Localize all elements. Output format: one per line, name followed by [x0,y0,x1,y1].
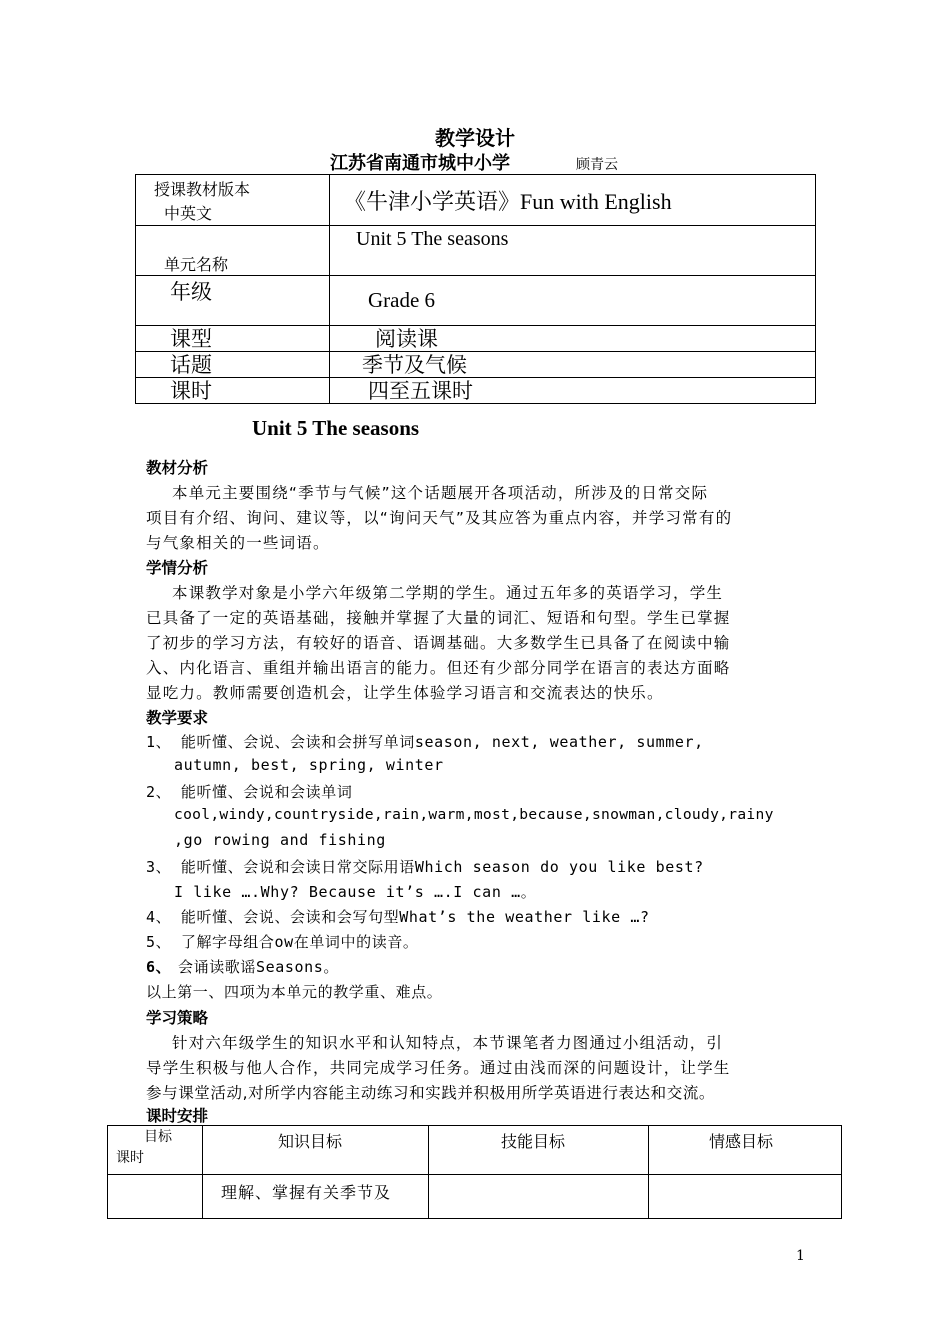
requirement-note: 以上第一、四项为本单元的教学重、难点。 [146,983,443,1001]
section-heading-requirements: 教学要求 [146,709,209,727]
paragraph-line: 与气象相关的一些词语。 [146,534,330,552]
column-header-emotion: 情感目标 [709,1132,774,1151]
info-label-unit: 单元名称 [164,255,229,274]
requirement-item-6: 会诵读歌谣Seasons。 [178,958,340,976]
paragraph-line: 本课教学对象是小学六年级第二学期的学生。通过五年多的英语学习，学生 [172,584,724,602]
info-label-type: 课型 [170,327,212,351]
paragraph-line: 显吃力。教师需要创造机会，让学生体验学习语言和交流表达的快乐。 [146,684,664,702]
requirement-item-2-words: cool,windy,countryside,rain,warm,most,because,snowman,cloudy,rainy [174,806,774,823]
page-number: 1 [796,1248,805,1264]
info-label-periods: 课时 [170,379,212,403]
section-heading-strategy: 学习策略 [146,1009,209,1027]
info-label-textbook: 授课教材版本 [154,180,251,199]
info-value-cell [330,175,816,226]
course-info-table [135,174,816,404]
requirement-item-1-cont: autumn, best, spring, winter [174,756,444,774]
requirement-item-2-cont: ,go rowing and fishing [174,831,386,849]
info-row-type [136,326,816,352]
paragraph-line: 入、内化语言、重组并输出语言的能力。但还有少部分同学在语言的表达方面略 [146,659,731,677]
info-value-grade: Grade 6 [368,288,436,312]
info-row-textbook [136,175,816,226]
schedule-corner-cell [108,1126,203,1175]
paragraph-line: 了初步的学习方法，有较好的语音、语调基础。大多数学生已具备了在阅读中输 [146,634,731,652]
section-heading-students: 学情分析 [146,559,209,577]
paragraph-line: 参与课堂活动,对所学内容能主动练习和实践并积极用所学英语进行表达和交流。 [146,1084,716,1102]
info-label-language: 中英文 [164,204,213,223]
corner-label-period: 课时 [116,1150,144,1166]
info-row-periods [136,378,816,404]
column-header-skills: 技能目标 [501,1132,566,1151]
section-heading-material: 教材分析 [146,459,209,477]
info-value-type: 阅读课 [375,327,438,351]
corner-label-goal: 目标 [144,1129,172,1145]
info-value-periods: 四至五课时 [368,379,473,403]
requirement-item-2: 2、 能听懂、会说和会读单词 [146,783,353,801]
requirement-item-6-number: 6、 [146,958,172,976]
schedule-table [107,1125,842,1219]
section-heading-schedule: 课时安排 [146,1107,209,1125]
row1-knowledge-goal: 理解、掌握有关季节及 [221,1183,392,1202]
requirement-item-3-cont: I like ….Why? Because it’s ….I can …。 [174,883,537,901]
info-row-grade [136,276,816,326]
info-row-unit [136,226,816,276]
paragraph-line: 项目有介绍、询问、建议等，以“询问天气”及其应答为重点内容，并学习常有的 [146,509,733,527]
requirement-item-4: 4、 能听懂、会说、会读和会写句型What’s the weather like …? [146,908,650,926]
info-label-cell [136,175,330,226]
author-name: 顾青云 [576,157,618,173]
info-value-unit: Unit 5 The seasons [356,228,509,250]
requirement-item-1: 1、 能听懂、会说、会读和会拼写单词season, next, weather, summer, [146,733,704,751]
schedule-row [108,1175,842,1219]
paragraph-line: 导学生积极与他人合作，共同完成学习任务。通过由浅而深的问题设计，让学生 [146,1059,731,1077]
unit-heading: Unit 5 The seasons [252,416,420,440]
requirement-item-3: 3、 能听懂、会说和会读日常交际用语Which season do you like best? [146,858,704,876]
info-label-grade: 年级 [170,280,212,304]
paragraph-line: 已具备了一定的英语基础，接触并掌握了大量的词汇、短语和句型。学生已掌握 [146,609,731,627]
requirement-item-5: 5、 了解字母组合ow在单词中的读音。 [146,933,419,951]
schedule-header-row [108,1126,842,1175]
info-value-topic: 季节及气候 [362,353,467,377]
info-label-topic: 话题 [170,353,212,377]
school-name: 江苏省南通市城中小学 [330,153,510,174]
paragraph-line: 针对六年级学生的知识水平和认知特点，本节课笔者力图通过小组活动，引 [172,1034,724,1052]
info-row-topic [136,352,816,378]
info-value-textbook: 《牛津小学英语》Fun with English [344,189,672,214]
column-header-knowledge: 知识目标 [278,1132,343,1151]
paragraph-line: 本单元主要围绕“季节与气候”这个话题展开各项活动，所涉及的日常交际 [172,484,709,502]
document-title: 教学设计 [435,126,515,150]
